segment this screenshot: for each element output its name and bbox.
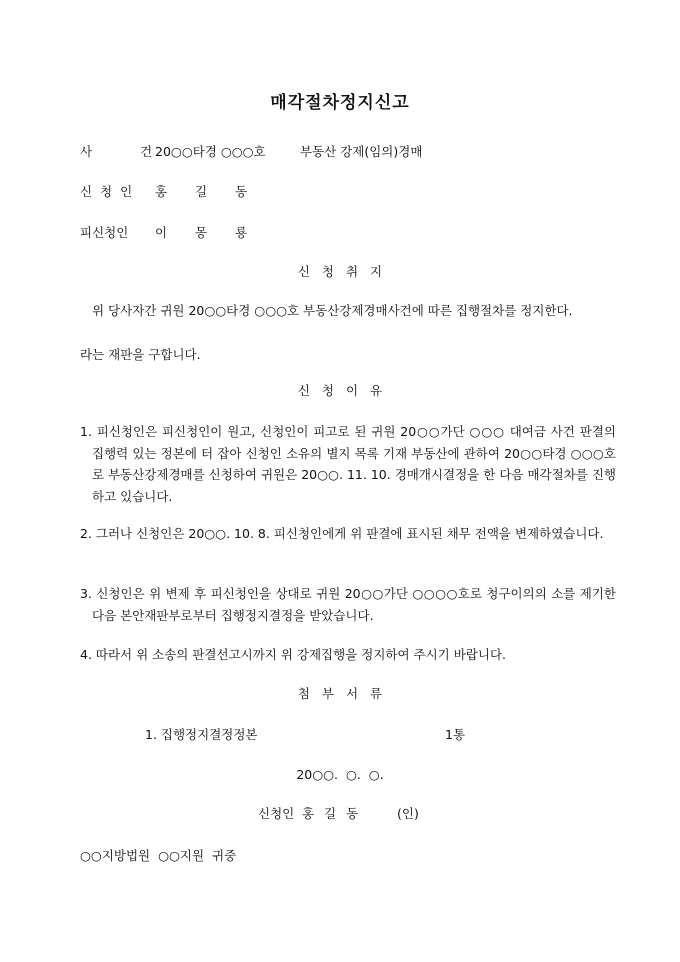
- reason-item: 2. 그러나 신청인은 20○○. 10. 8. 피신청인에게 위 판결에 표시된 채무 전액을 변제하였습니다.: [80, 526, 604, 541]
- attachments-heading: 첨 부 서 류: [297, 686, 383, 701]
- purpose-closing: 라는 재판을 구합니다.: [80, 347, 201, 362]
- court-addressee: ○○지방법원 ○○지원 귀중: [80, 848, 237, 863]
- signature-seal: (인): [397, 806, 419, 821]
- respondent-label: 피신청인: [80, 225, 129, 240]
- attachment-count: 1통: [445, 727, 466, 742]
- reason-item: 1. 피신청인은 피신청인이 원고, 신청인이 피고로 된 귀원 20○○가단 ○○○ 대여금 사건 판결의 집행력 있는 정본에 터 잡아 신청인 소유의 별지 목록 기재 부동산에 관하여 20○○타경 ○○○호로 부동산강제경매를 신청하여 귀원은 20○○. 11. 10. 경매개시결정을 한 다음 매각절차를 진행하고 있습니다.: [80, 424, 616, 504]
- document-date: 20○○. ○. ○.: [296, 767, 384, 782]
- attachment-label: 1. 집행정지결정정본: [145, 727, 258, 742]
- signature-name: 홍 길 동: [302, 806, 359, 821]
- purpose-heading: 신 청 취 지: [297, 264, 383, 279]
- reason-item: 3. 신청인은 위 변제 후 피신청인을 상대로 귀원 20○○가단 ○○○○호로 청구이의의 소를 제기한 다음 본안재판부로부터 집행정지결정을 받았습니다.: [80, 586, 616, 623]
- case-label: 사 건: [80, 144, 175, 159]
- reasons-heading: 신 청 이 유: [297, 383, 383, 398]
- applicant-label: 신 청 인: [80, 184, 135, 199]
- document-title: 매각절차정지신고: [270, 93, 410, 113]
- signature-label: 신청인: [258, 806, 295, 821]
- purpose-body: 위 당사자간 귀원 20○○타경 ○○○호 부동산강제경매사건에 따른 집행절차를 정지한다.: [92, 303, 573, 318]
- respondent-name: 이 몽 룡: [155, 225, 248, 240]
- case-type: 부동산 강제(임의)경매: [300, 144, 423, 159]
- applicant-name: 홍 길 동: [155, 184, 248, 199]
- case-number: 20○○타경 ○○○호: [155, 144, 266, 159]
- reason-item: 4. 따라서 위 소송의 판결선고시까지 위 강제집행을 정지하여 주시기 바랍니다.: [80, 647, 506, 662]
